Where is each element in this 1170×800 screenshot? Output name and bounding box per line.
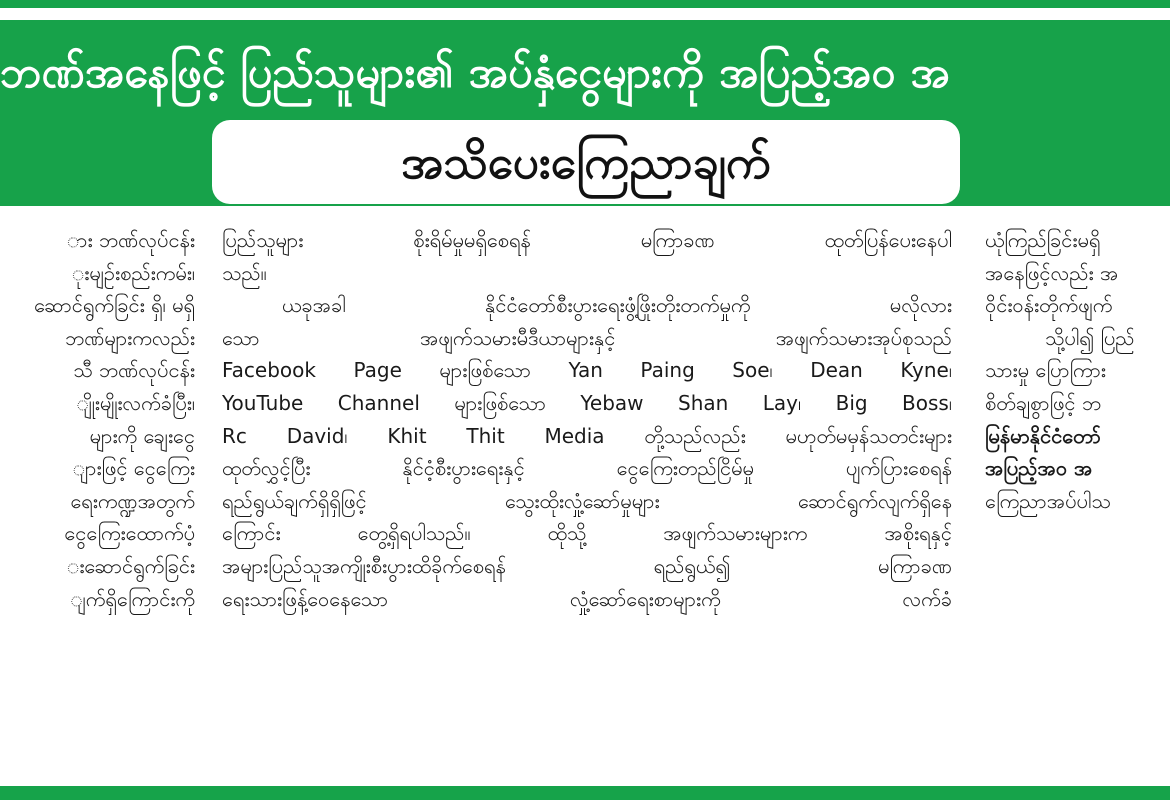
right-line: သို့ပါ၍ ပြည် <box>1045 325 1135 350</box>
left-line: ဘဏ်များကလည်း <box>64 325 195 350</box>
right-line: စိတ်ချစွာဖြင့် ဘ <box>985 390 1102 415</box>
left-line: ငွေကြေးထောက်ပံ့ <box>64 521 195 546</box>
right-line: သားမှု ပြောကြား <box>985 358 1106 383</box>
left-line: များကို ချေးငွေ <box>89 423 195 448</box>
middle-line: ထုတ်လွှင့်ပြီး နိုင်ငံ့စီးပွားရေးနှင့် ငွေကြေးတည်ငြိမ်မှု ပျက်ပြားစေရန် <box>222 456 952 481</box>
middle-line: YouTube Channel များဖြစ်သော Yebaw Shan Lay၊ Big Boss၊ <box>222 390 952 415</box>
right-column <box>985 224 1170 517</box>
headline: ဘဏ်အနေဖြင့် ပြည်သူများ၏ အပ်နှံငွေများကို အပြည့်အဝ အ <box>0 48 950 98</box>
right-line: မြန်မာနိုင်ငံတော် <box>985 423 1101 448</box>
left-line: ဆောင်ရွက်ခြင်း ရှိ၊ မရှိ <box>34 293 195 318</box>
middle-line: သော အဖျက်သမားမီဒီယာများနှင့် အဖျက်သမားအုပ်စုသည် <box>222 325 952 350</box>
middle-line: ကြောင်း တွေ့ရှိရပါသည်။ ထိုသို့ အဖျက်သမားများက အစိုးရနှင့် <box>222 521 952 546</box>
left-column <box>0 224 195 615</box>
middle-line: ရေးသားဖြန့်ဝေနေသော လှုံ့ဆော်ရေးစာများကို လက်ခံ <box>222 586 952 611</box>
right-line: ကြေညာအပ်ပါသ <box>985 488 1111 513</box>
left-line: ျားဖြင့် ငွေကြေး <box>72 456 195 481</box>
top-border-rule <box>0 0 1170 8</box>
middle-line: ပြည်သူများ စိုးရိမ်မှုမရှိစေရန် မကြာခဏ ထုတ်ပြန်ပေးနေပါ <box>222 228 952 252</box>
middle-line: Facebook Page များဖြစ်သော Yan Paing Soe၊ Dean Kyne၊ <box>222 358 952 383</box>
right-line: ဝိုင်းဝန်းတိုက်ဖျက် <box>985 293 1113 318</box>
left-line: ား ဘဏ်လုပ်ငန်း <box>66 228 195 252</box>
subtitle-box <box>212 120 960 204</box>
bottom-border-rule <box>0 786 1170 800</box>
middle-line: ယခုအခါ နိုင်ငံတော်စီးပွားရေးဖွံ့ဖြိုးတိုးတက်မှုကို မလိုလား <box>282 293 952 318</box>
left-line: သီ ဘဏ်လုပ်ငန်း <box>73 358 195 383</box>
left-line: းဆောင်ရွက်ခြင်း <box>66 553 195 578</box>
middle-column <box>222 224 952 615</box>
right-line: ယုံကြည်ခြင်းမရှိ <box>985 228 1101 252</box>
middle-line: ရည်ရွယ်ချက်ရှိရှိဖြင့် သွေးထိုးလှုံ့ဆော်မှုများ ဆောင်ရွက်လျက်ရှိနေ <box>222 488 952 513</box>
middle-line: သည်။ <box>222 260 267 285</box>
left-line: ုးမျဉ်းစည်းကမ်း၊ <box>71 260 195 285</box>
right-line: အနေဖြင့်လည်း အ <box>985 260 1119 285</box>
middle-line: အများပြည်သူအကျိုးစီးပွားထိခိုက်စေရန် ရည်ရွယ်၍ မကြာခဏ <box>222 553 952 578</box>
left-line: ျိုးမျိုးလက်ခံပြီး၊ <box>76 390 195 415</box>
title-banner <box>0 20 1170 206</box>
right-line: အပြည့်အဝ အ <box>985 456 1093 481</box>
subtitle: အသိပေးကြေညာချက် <box>401 135 771 189</box>
middle-line: Rc David၊ Khit Thit Media တို့သည်လည်း မဟုတ်မမှန်သတင်းများ <box>222 423 952 448</box>
left-line: ရေးကဏ္ဍအတွက် <box>70 488 195 513</box>
left-line: ျက်ရှိကြောင်းကို <box>70 586 195 611</box>
